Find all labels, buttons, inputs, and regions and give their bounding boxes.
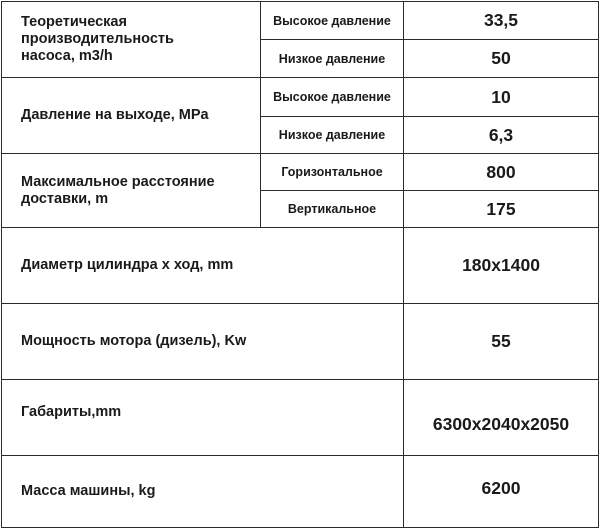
- spec-value: 180x1400: [404, 228, 599, 304]
- spec-row-dimensions: [2, 380, 599, 456]
- spec-sublabel: Низкое давление: [261, 40, 404, 78]
- spec-value: 6200: [404, 456, 599, 528]
- specifications-table: [1, 1, 599, 528]
- spec-sublabel: Высокое давление: [261, 78, 404, 117]
- spec-sublabel: Вертикальное: [261, 191, 404, 228]
- spec-row-motor-power: [2, 304, 599, 380]
- spec-sublabel: Низкое давление: [261, 117, 404, 154]
- spec-row-cylinder: [2, 228, 599, 304]
- spec-value: 10: [404, 78, 599, 117]
- spec-label-cylinder: Диаметр цилиндра х ход, mm: [2, 228, 404, 304]
- spec-label-dimensions: Габариты,mm: [2, 380, 404, 456]
- spec-row-capacity-high: [2, 2, 599, 40]
- spec-value: 6,3: [404, 117, 599, 154]
- spec-value: 6300x2040x2050: [404, 380, 599, 456]
- spec-label-distance: Максимальное расстояние доставки, m: [2, 154, 261, 228]
- spec-label-pressure: Давление на выходе, MPa: [2, 78, 261, 154]
- spec-value: 800: [404, 154, 599, 191]
- spec-value: 50: [404, 40, 599, 78]
- spec-value: 33,5: [404, 2, 599, 40]
- spec-row-distance-horizontal: [2, 154, 599, 191]
- spec-value: 175: [404, 191, 599, 228]
- spec-value: 55: [404, 304, 599, 380]
- spec-label-mass: Масса машины, kg: [2, 456, 404, 528]
- spec-sublabel: Горизонтальное: [261, 154, 404, 191]
- spec-row-mass: [2, 456, 599, 528]
- spec-label-capacity: Теоретическая производительность насоса, m3/h: [2, 2, 261, 78]
- spec-label-motor-power: Мощность мотора (дизель), Kw: [2, 304, 404, 380]
- spec-sublabel: Высокое давление: [261, 2, 404, 40]
- spec-row-pressure-high: [2, 78, 599, 117]
